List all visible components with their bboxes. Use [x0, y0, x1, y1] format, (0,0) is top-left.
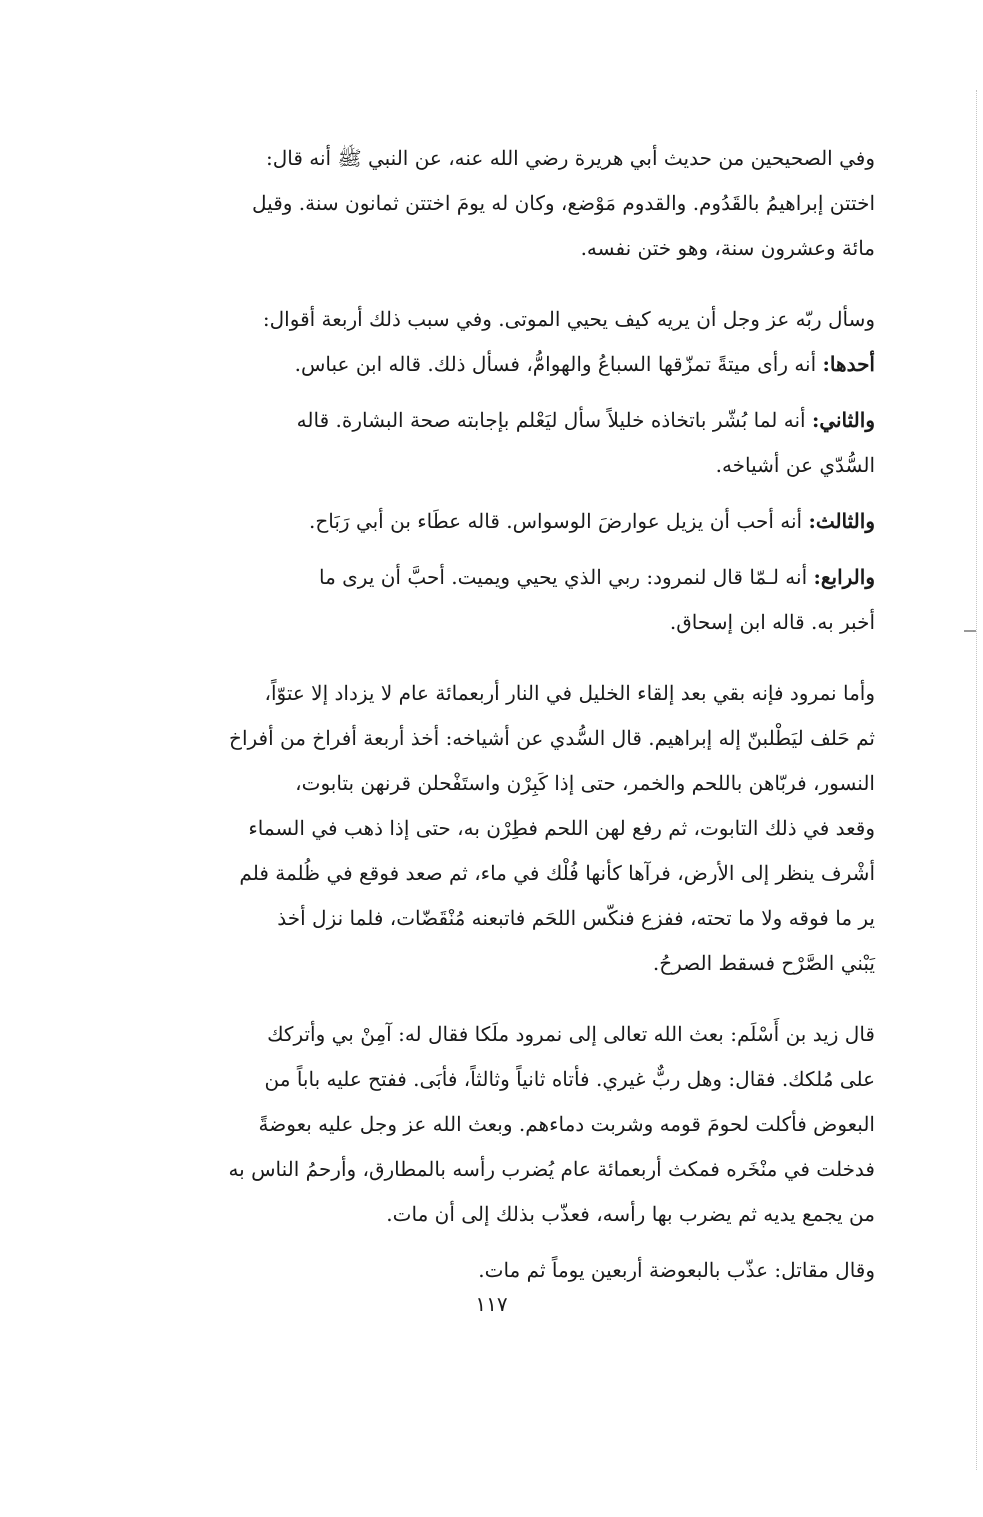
page-body	[113, 136, 875, 1293]
opinion-label: والرابع:	[813, 565, 875, 589]
text-line: ير ما فوقه ولا ما تحته، ففزع فنكّس اللحَم فاتبعنه مُنْقَضّات، فلما نزل أخذ	[277, 906, 875, 930]
text-line: مائة وعشرون سنة، وهو ختن نفسه.	[580, 236, 875, 260]
paragraph-zayd	[113, 1012, 875, 1237]
paragraph-hadith	[113, 136, 875, 271]
edge-tick	[964, 630, 976, 632]
text-line: وقعد في ذلك التابوت، ثم رفع لهن اللحم فطِرْن به، حتى إذا ذهب في السماء	[248, 816, 875, 840]
text-line: السُّدّي عن أشياخه.	[715, 453, 875, 477]
text-line: من يجمع يديه ثم يضرب بها رأسه، فعذّب بذلك إلى أن مات.	[386, 1202, 875, 1226]
opinion-label: والثالث:	[808, 509, 875, 533]
text-line: وفي الصحيحين من حديث أبي هريرة رضي الله عنه، عن النبي ﷺ أنه قال:	[265, 146, 875, 170]
text-line: أنه لـمّا قال لنمرود: ربي الذي يحيي ويميت. أحبَّ أن يرى ما	[318, 565, 808, 589]
text-line: على مُلكك. فقال: وهل ربٌّ غيري. فأتاه ثانياً وثالثاً، فأبَى. ففتح عليه باباً من	[264, 1067, 875, 1091]
text-line: أنه أحب أن يزيل عوارضَ الوسواس. قاله عطَاء بن أبي رَبَاح.	[309, 509, 803, 533]
paragraph-reasons-intro	[113, 297, 875, 387]
text-line: وأما نمرود فإنه بقي بعد إلقاء الخليل في النار أربعمائة عام لا يزداد إلا عتوّاً،	[264, 681, 875, 705]
text-line: أشْرف ينظر إلى الأرض، فرآها كأنها فُلْك في ماء، ثم صعد فوقع في ظُلمة فلم	[239, 861, 875, 885]
opinion-label: والثاني:	[811, 408, 875, 432]
paragraph-opinion-fourth	[113, 555, 875, 645]
page-number: ١١٧	[475, 1292, 508, 1316]
text-line: أنه لما بُشّر باتخاذه خليلاً سأل ليَعْلم بإجابته صحة البشارة. قاله	[296, 408, 806, 432]
page-edge-marks	[973, 90, 977, 1470]
text-line: اختتن إبراهيمُ بالقَدُوم. والقدوم مَوْضع، وكان له يومَ اختتن ثمانون سنة. وقيل	[252, 191, 875, 215]
text-line: أنه رأى ميتةً تمزّقها السباعُ والهوامُّ، فسأل ذلك. قاله ابن عباس.	[294, 352, 817, 376]
text-line: وقال مقاتل: عذّب بالبعوضة أربعين يوماً ثم مات.	[478, 1258, 875, 1282]
paragraph-opinion-second	[113, 398, 875, 488]
text-line: البعوض فأكلت لحومَ قومه وشربت دماءهم. وبعث الله عز وجل عليه بعوضةً	[258, 1112, 875, 1136]
paragraph-muqatil	[113, 1248, 875, 1293]
text-line: أخبر به. قاله ابن إسحاق.	[669, 610, 875, 634]
text-line: وسأل ربّه عز وجل أن يريه كيف يحيي الموتى. وفي سبب ذلك أربعة أقوال:	[262, 307, 875, 331]
text-line: قال زيد بن أَسْلَم: بعث الله تعالى إلى نمرود ملَكا فقال له: آمِنْ بي وأتركك	[267, 1022, 875, 1046]
paragraph-nimrod	[113, 671, 875, 986]
text-line: فدخلت في منْخَره فمكث أربعمائة عام يُضرب رأسه بالمطارق، وأرحمُ الناس به	[228, 1157, 875, 1181]
opinion-label: أحدها:	[822, 352, 875, 376]
text-line: النسور، فربّاهن باللحم والخمر، حتى إذا كَبِرْن واستَفْحلن قرنهن بتابوت،	[295, 771, 875, 795]
text-line: يَبْني الصَّرْح فسقط الصرحُ.	[652, 951, 875, 975]
text-line: ثم حَلف ليَطْلبنّ إله إبراهيم. قال السُّدي عن أشياخه: أخذ أربعة أفراخ من أفراخ	[229, 726, 875, 750]
paragraph-opinion-third	[113, 499, 875, 544]
